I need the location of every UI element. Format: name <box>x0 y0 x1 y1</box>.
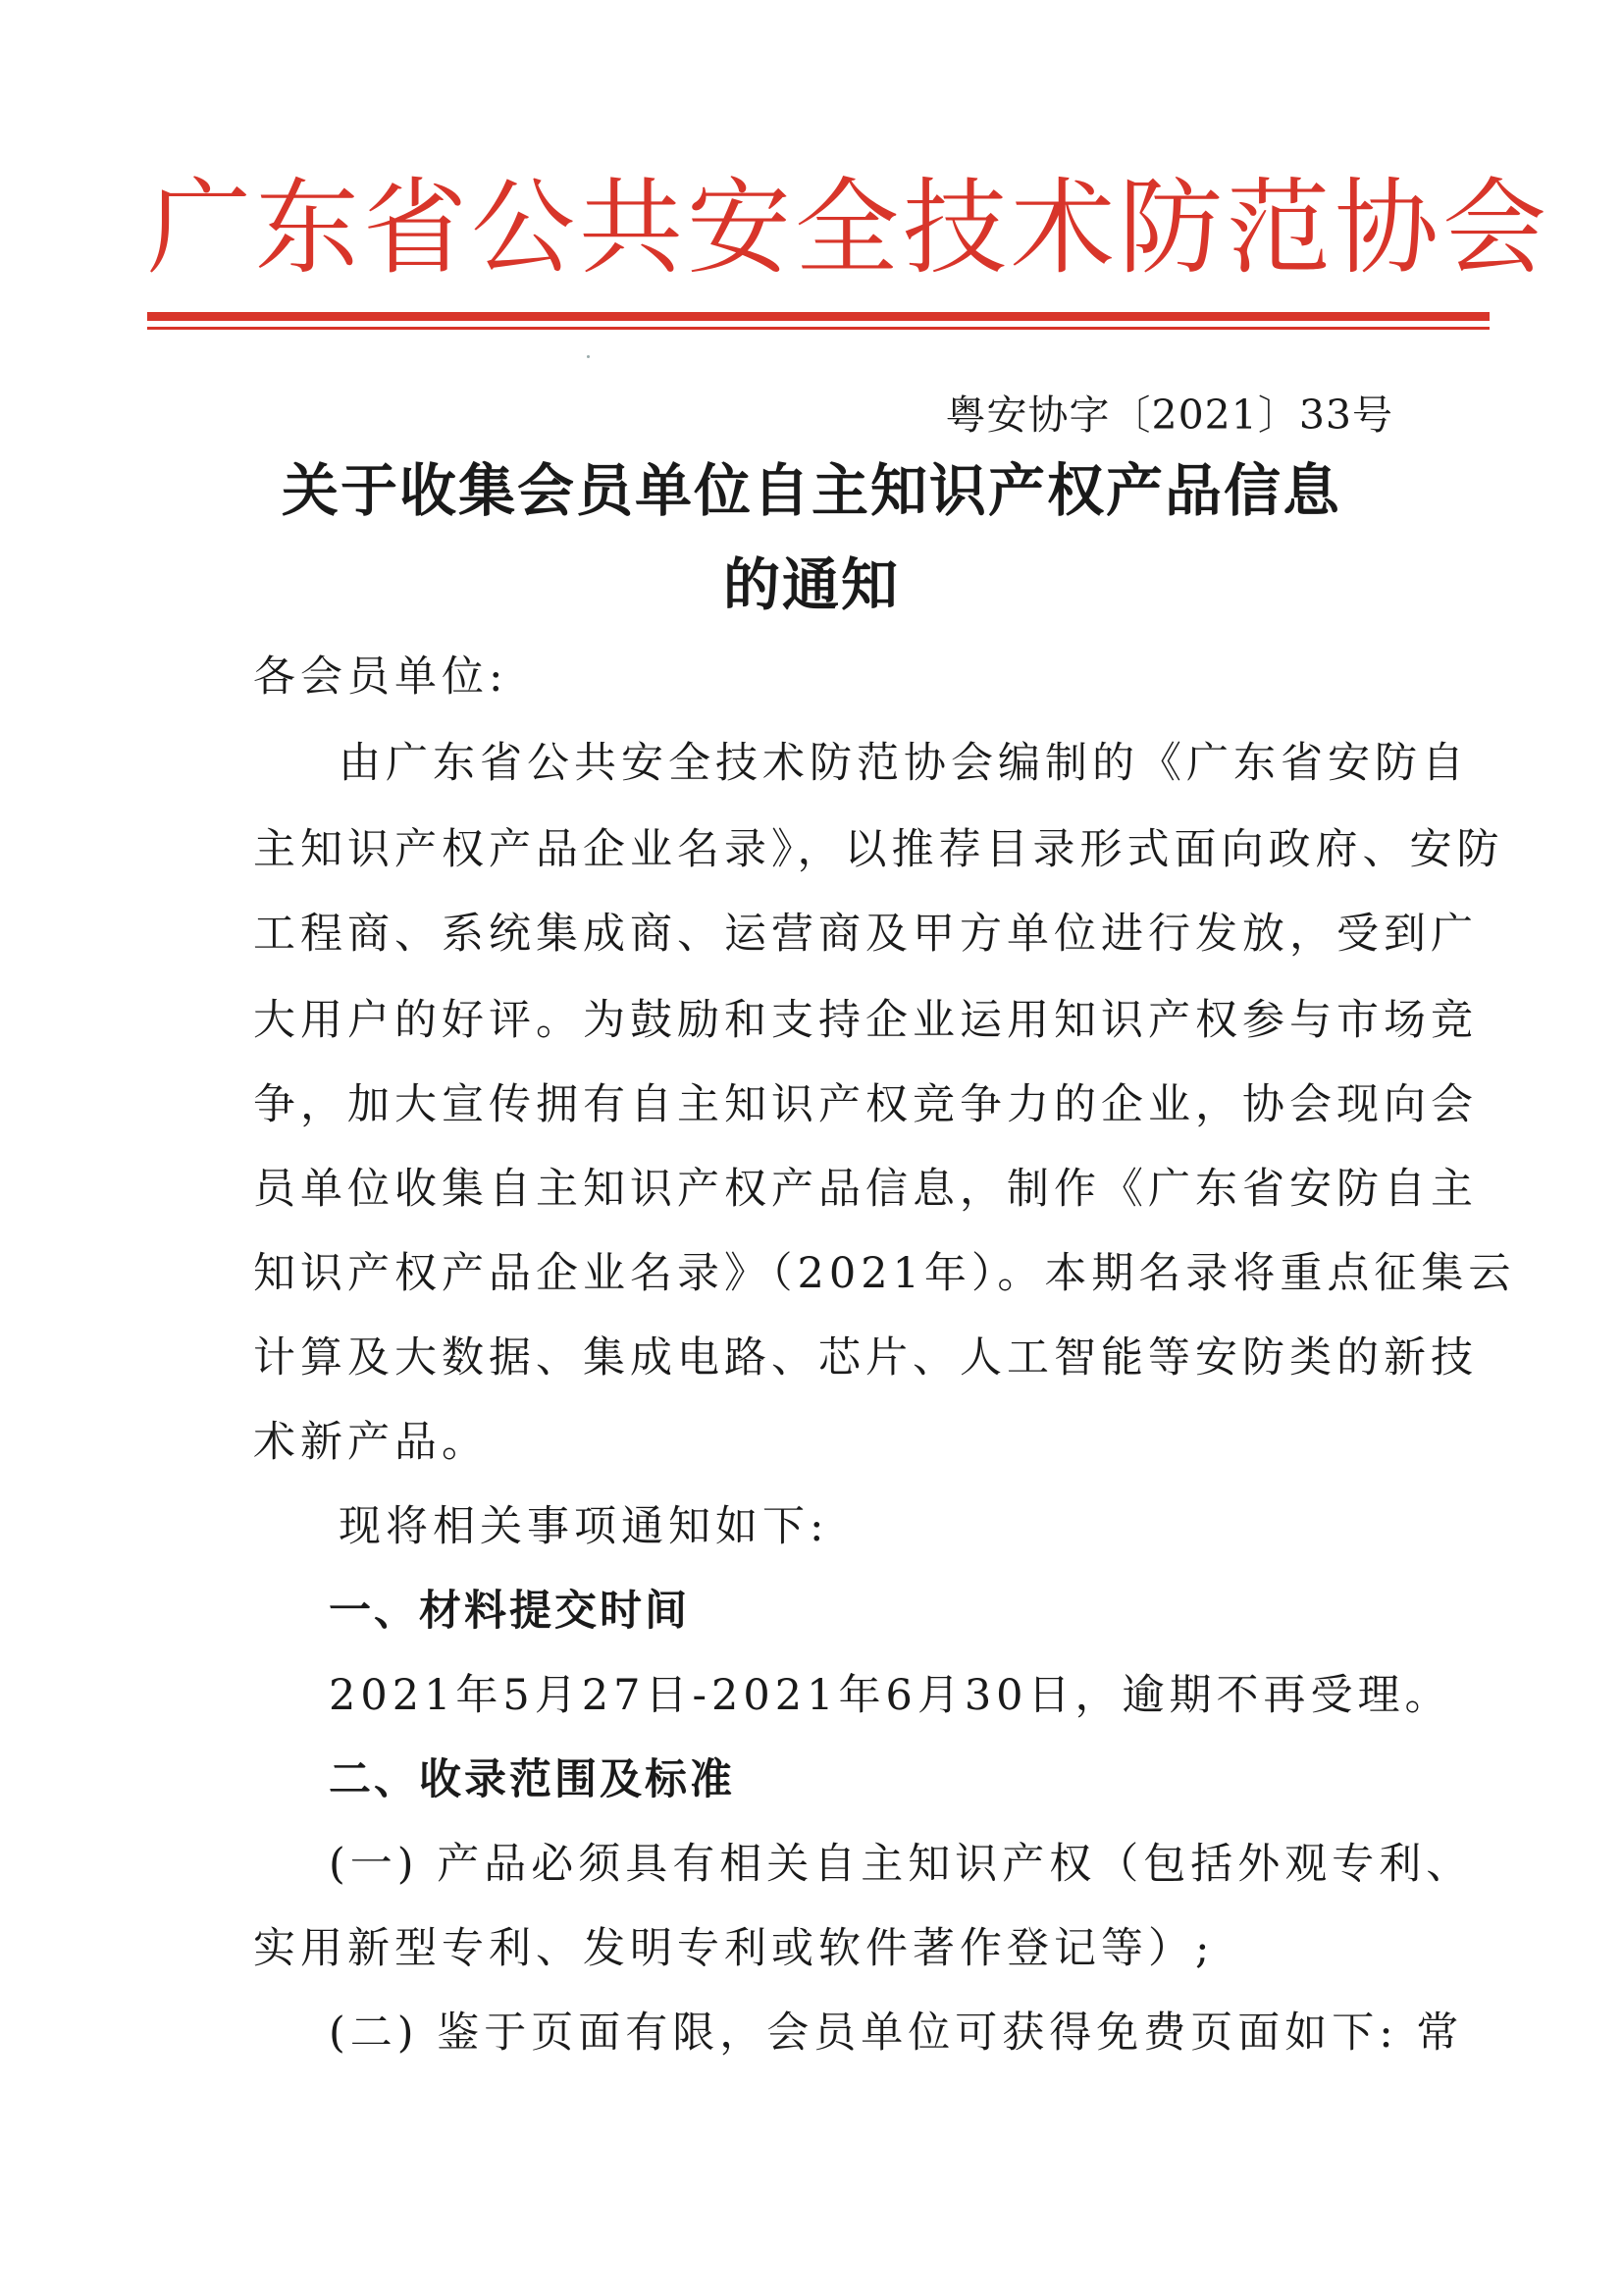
body-line: 主知识产权产品企业名录》，以推荐目录形式面向政府、安防 <box>253 825 1504 874</box>
document-number: 粤安协字〔2021〕33号 <box>945 391 1393 439</box>
letterhead-org-name: 广东省公共安全技术防范协会 <box>147 168 1550 288</box>
letterhead-rule-thick <box>147 312 1490 321</box>
scan-speck <box>587 355 590 358</box>
letterhead-rule-thin <box>147 327 1490 330</box>
document-title-line-1: 关于收集会员单位自主知识产权产品信息 <box>281 457 1341 524</box>
document-title-line-2: 的通知 <box>722 551 900 618</box>
body-line: 术新产品。 <box>253 1418 489 1467</box>
section-2-heading: 二、收录范围及标准 <box>329 1755 735 1804</box>
salutation: 各会员单位: <box>253 652 508 702</box>
body-line: 员单位收集自主知识产权产品信息，制作《广东省安防自主 <box>253 1165 1478 1214</box>
section-2-item: (一) 产品必须具有相关自主知识产权（包括外观专利、 <box>329 1840 1474 1889</box>
body-line: 知识产权产品企业名录》（2021年）。本期名录将重点征集云 <box>253 1249 1516 1298</box>
body-line: 争，加大宣传拥有自主知识产权竞争力的企业，协会现向会 <box>253 1080 1478 1129</box>
body-line: 计算及大数据、集成电路、芯片、人工智能等安防类的新技 <box>253 1333 1478 1383</box>
section-2-item: 实用新型专利、发明专利或软件著作登记等）; <box>253 1924 1215 1973</box>
intro-line: 现将相关事项通知如下: <box>339 1502 829 1551</box>
body-line: 由广东省公共安全技术防范协会编制的《广东省安防自 <box>339 739 1469 788</box>
section-1-text: 2021年5月27日-2021年6月30日，逾期不再受理。 <box>329 1671 1452 1720</box>
section-2-item: (二) 鉴于页面有限，会员单位可获得免费页面如下: 常 <box>329 2009 1464 2058</box>
section-1-heading: 一、材料提交时间 <box>329 1587 690 1636</box>
body-line: 大用户的好评。为鼓励和支持企业运用知识产权参与市场竞 <box>253 996 1478 1045</box>
body-line: 工程商、系统集成商、运营商及甲方单位进行发放，受到广 <box>253 910 1478 959</box>
